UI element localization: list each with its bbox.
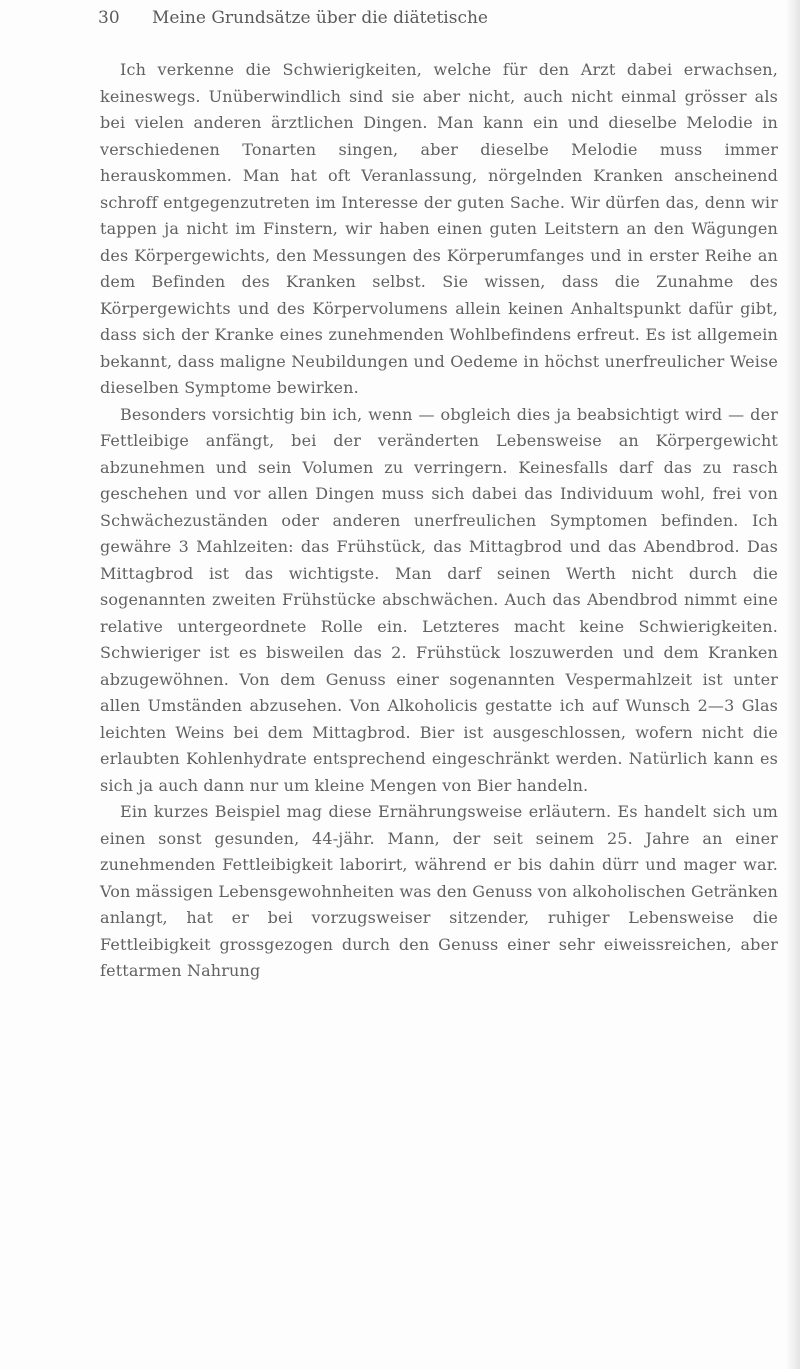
paragraph: Ich verkenne die Schwierigkeiten, welche für den Arzt dabei erwachsen, keineswegs. Unüberwindlich sind sie aber nicht, auch nicht einmal grösser als bei vielen anderen ärztlichen Dingen. Man kann ein und dieselbe Melodie in verschiedenen Tonarten singen, aber dieselbe Melodie muss immer herauskommen. Man hat oft Veranlassung, nörgelnden Kranken anscheinend schroff entgegenzutreten im Interesse der guten Sache. Wir dürfen das, denn wir tappen ja nicht im Finstern, wir haben einen guten Leitstern an den Wägungen des Körpergewichts, den Messungen des Körperumfanges und in erster Reihe an dem Befinden des Kranken selbst. Sie wissen, dass die Zunahme des Körpergewichts und des Körpervolumens allein keinen Anhaltspunkt dafür gibt, dass sich der Kranke eines zunehmenden Wohlbefindens erfreut. Es ist allgemein bekannt, dass maligne Neubildungen und Oedeme in höchst unerfreulicher Weise dieselben Symptome bewirken. (100, 60, 778, 397)
paragraph: Besonders vorsichtig bin ich, wenn — obgleich dies ja beabsichtigt wird — der Fettleibige anfängt, bei der veränderten Lebensweise an Körpergewicht abzunehmen und sein Volumen zu verringern. Keinesfalls darf das zu rasch geschehen und vor allen Dingen muss sich dabei das Individuum wohl, frei von Schwächezuständen oder anderen unerfreulichen Symptomen befinden. Ich gewähre 3 Mahlzeiten: das Frühstück, das Mittagbrod und das Abendbrod. Das Mittagbrod ist das wichtigste. Man darf seinen Werth nicht durch die sogenannten zweiten Frühstücke abschwächen. Auch das Abendbrod nimmt eine relative untergeordnete Rolle ein. Letzteres macht keine Schwierigkeiten. Schwieriger ist es bisweilen das 2. Frühstück loszuwerden und dem Kranken abzugewöhnen. Von dem Genuss einer sogenannten Vespermahlzeit ist unter allen Umständen abzusehen. Von Alkoholicis gestatte ich auf Wunsch 2—3 Glas leichten Weins bei dem Mittagbrod. Bier ist ausgeschlossen, wofern nicht die erlaubten Kohlenhydrate entsprechend eingeschränkt werden. Natürlich kann es sich ja auch dann nur um kleine Mengen von Bier handeln. (100, 404, 778, 795)
running-header (98, 8, 718, 38)
paragraph: Ein kurzes Beispiel mag diese Ernährungsweise erläutern. Es handelt sich um einen sonst gesunden, 44-jähr. Mann, der seit seinem 25. Jahre an einer zunehmenden Fettleibigkeit laborirt, während er bis dahin dürr und mager war. Von mässigen Lebensgewohnheiten was den Genuss von alkoholischen Getränken anlangt, hat er bei vorzugsweiser sitzender, ruhiger Lebensweise die Fettleibigkeit grossgezogen durch den Genuss einer sehr eiweissreichen, aber fettarmen Nahrung (100, 802, 778, 980)
body-text (100, 57, 778, 985)
running-title: Meine Grundsätze über die diätetische (152, 8, 488, 28)
page-edge-shadow (786, 0, 800, 1369)
page-number: 30 (98, 8, 120, 28)
